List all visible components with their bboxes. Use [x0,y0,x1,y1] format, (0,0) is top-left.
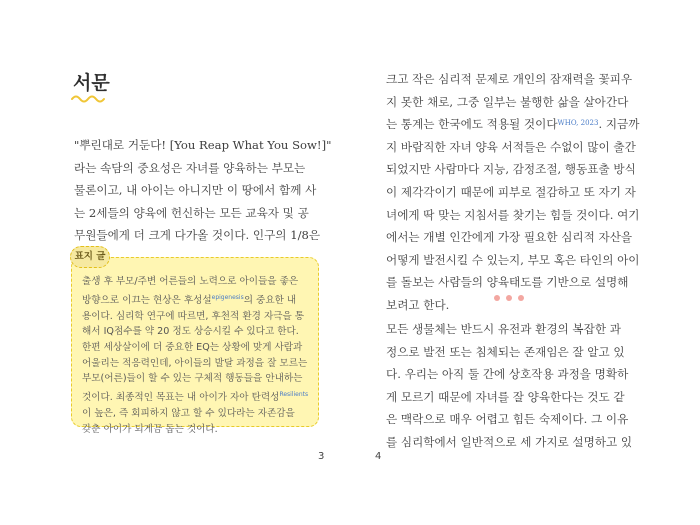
divider-dot [494,295,500,301]
english-term: Resilients [279,391,309,399]
note-line-text: 것이다. 최종적인 목표는 내 아이가 자아 탄력성 [82,392,280,404]
note-tab-label: 표지 글 [70,246,110,268]
body-line: "뿌린대로 거둔다! [You Reap What You Sow!]" [74,138,332,152]
note-line [82,340,314,356]
note-line-text: 부모(어른)들이 할 수 있는 구체적 행동들을 안내하는 [82,373,303,385]
body-line: 보려고 한다. [386,297,450,312]
body-line: 지 못한 채로, 그중 일부는 불행한 삶을 살아간다 [386,94,629,109]
page-number-left: 3 [318,451,325,462]
note-line [82,324,314,340]
body-line: 게 모르기 때문에 자녀를 잘 양육한다는 것도 같 [386,389,625,404]
note-line-text: 해서 IQ점수를 약 20 정도 상승시킬 수 있다고 한다. [82,326,299,338]
note-line-text: 갖춘 아이가 되게끔 돕는 것이다. [82,423,218,435]
body-line: 물론이고, 내 아이는 아니지만 이 땅에서 함께 사 [74,183,317,198]
note-line-text: 방향으로 이끄는 현상은 후성설 [82,294,212,306]
note-line [82,290,314,309]
body-line: 정으로 발전 또는 침체되는 존재임은 잘 알고 있 [386,344,625,359]
body-line: 모든 생물체는 반드시 유전과 환경의 복잡한 과 [386,322,621,336]
note-line [82,356,314,372]
note-line-text: 이 높은, 즉 회피하지 않고 할 수 있다라는 자존감을 [82,408,295,419]
note-line [82,274,314,290]
note-line [82,422,314,438]
right-body-text-bottom [386,318,633,454]
page-number-right: 4 [375,451,382,462]
body-line-text: 는 통계는 한국에도 적용될 것이다 [386,117,558,132]
body-line: 무원들에게 더 크게 다가올 것이다. 인구의 1/8은 [74,228,321,243]
body-line: 지 바람직한 자녀 양육 서적들은 수없이 많이 출간 [386,139,636,154]
body-line: 되었지만 사람마다 지능, 감정조절, 행동표출 방식 [386,162,636,177]
note-line-text: 한편 세상살이에 더 중요한 EQ는 상황에 맞게 사람과 [82,342,303,353]
left-body-text [74,134,332,247]
divider-dot [518,295,524,301]
note-line [82,371,314,387]
english-term: epigenesis [211,293,244,301]
body-line: 녀에게 딱 맞는 지침서를 찾기는 힘들 것이다. 여기 [386,207,640,222]
note-line-text: 출생 후 부모/주변 어른들의 노력으로 아이들을 좋은 [82,276,299,287]
section-divider-dots [494,295,526,303]
right-body-text-top [386,68,640,317]
body-line: 다. 우리는 아직 둘 간에 상호작용 과정을 명확하 [386,367,629,382]
body-line: 를 심리학에서 일반적으로 세 가지로 설명하고 있 [386,434,633,449]
note-line [82,387,314,406]
note-line [82,309,314,325]
body-line: 를 돌보는 사람들의 양육태도를 기반으로 설명해 [386,275,629,290]
body-line: 크고 작은 심리적 문제로 개인의 잠재력을 꽃피우 [386,72,633,86]
note-text [82,274,314,437]
body-line [386,113,640,136]
divider-dot [506,295,512,301]
body-line: 어떻게 발전시킬 수 있는지, 부모 혹은 타인의 아이 [386,252,640,267]
note-line-text: 용이다. 심리학 연구에 따르면, 후천적 환경 자극을 통 [82,310,305,322]
note-line-text: 어울리는 적응력인데, 아이들의 발달 과정을 잘 모르는 [82,357,308,369]
chapter-title: 서문 [73,72,110,94]
body-line: 이 제각각이기 때문에 피부로 절감하고 또 자기 자 [386,184,636,199]
body-line: 라는 속담의 중요성은 자녀를 양육하는 부모는 [74,160,306,175]
body-line: 에서는 개별 인간에게 가장 필요한 심리적 자산을 [386,230,633,245]
note-line [82,406,314,422]
body-line: 는 2세들의 양육에 헌신하는 모든 교육자 및 공 [74,205,309,220]
body-line-text: . 지금까 [598,117,640,132]
body-line: 은 맥락으로 매우 어렵고 힘든 숙제이다. 그 이유 [386,412,629,427]
citation: WHO, 2023 [557,119,599,128]
note-line-text: 의 중요한 내 [243,294,297,306]
title-underline-wave [71,93,105,103]
